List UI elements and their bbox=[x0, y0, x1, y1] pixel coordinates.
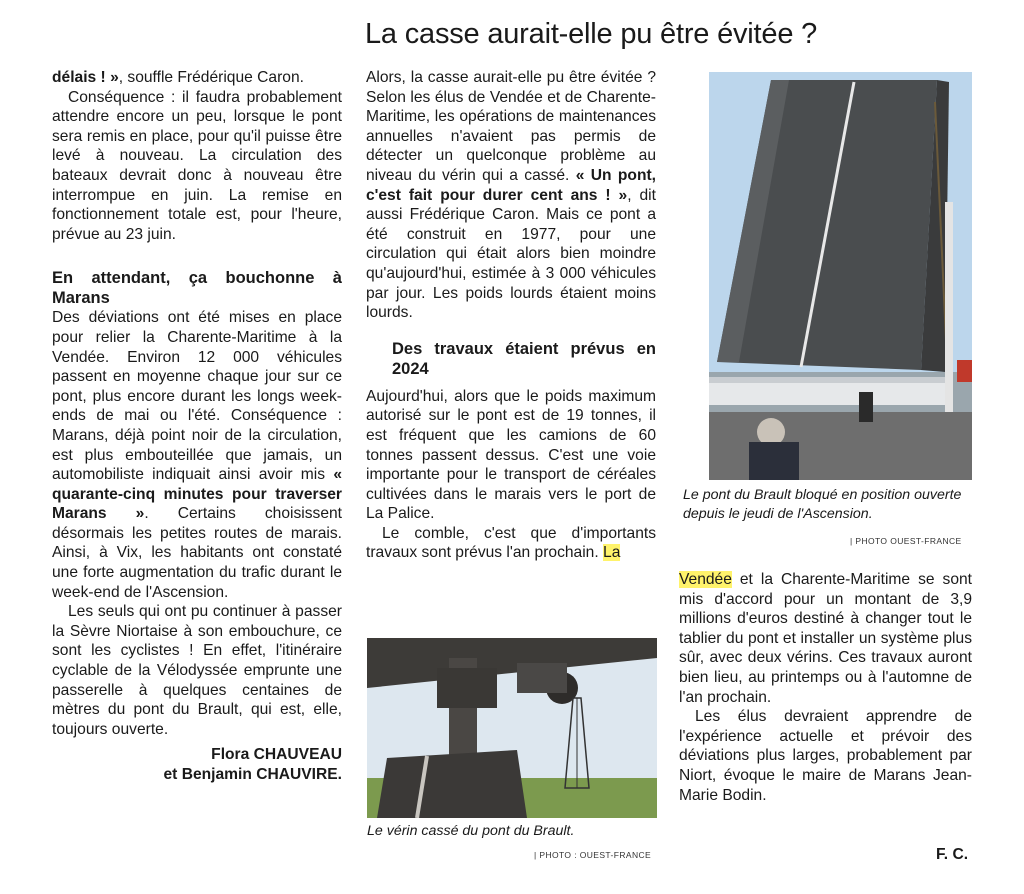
col1-p1-text: , souffle Frédérique Caron. bbox=[118, 69, 304, 86]
col3-p1-text: et la Charente-Maritime se sont mis d'accord pour un montant de 3,9 millions d'euros destiné à changer tout le tablier du pont et installer un système plus sûr, avec deux vérins. Ces travaux auront bien lieu, au printemps ou à l'automne de l'an prochain. bbox=[679, 571, 972, 706]
photo1-credit: | PHOTO OUEST-FRANCE bbox=[850, 536, 962, 546]
author-initials: F. C. bbox=[936, 846, 969, 863]
col1-paragraph-4: Les seuls qui ont pu continuer à passer la Sèvre Niortaise à son embouchure, ce sont les cyclistes ! En effet, l'itinéraire cyclable de la Vélodyssée emprunte une passerelle à quelques centaines de mètres du pont du Brault, qui est, elle, toujours ouverte. bbox=[52, 603, 342, 738]
col2-p3-text: Le comble, c'est que d'importants travaux sont prévus l'an prochain. bbox=[366, 524, 656, 562]
photo2-credit: | PHOTO : OUEST-FRANCE bbox=[534, 850, 652, 860]
col1-subheading: En attendant, ça bouchonne à Marans bbox=[52, 269, 342, 308]
article-headline: La casse aurait-elle pu être évitée ? bbox=[365, 18, 818, 50]
photo-broken-jack bbox=[367, 638, 657, 818]
jack-illustration bbox=[367, 638, 657, 818]
photo-open-bridge bbox=[709, 72, 972, 480]
col2-p1-text-b: , dit aussi Frédérique Caron. Mais ce pont a été construit en 1977, pour une circulation qui était alors bien moindre qu'aujourd'hui, estimée à 3 000 véhicules par jour. Les poids lourds étaient moins lourds. bbox=[366, 186, 656, 322]
col1-quote: délais ! » bbox=[52, 69, 119, 86]
col1-p3-text-a: Des déviations ont été mises en place pour relier la Charente-Maritime à la Vendée. Environ 12 000 véhicules passent en moyenne chaque jour sur ce pont, plus encore durant les longs week-ends de mai ou l'été. Conséquence : Marans, déjà point noir de la circulation, est plus embouteillée que jamais, un automobiliste indiquait ainsi avoir mis bbox=[52, 309, 342, 484]
column-2 bbox=[366, 68, 656, 563]
highlight-vendee: Vendée bbox=[679, 571, 732, 588]
bridge-illustration bbox=[709, 72, 972, 480]
author-1: Flora CHAUVEAU bbox=[211, 746, 342, 764]
highlight-la: La bbox=[603, 544, 621, 562]
col1-paragraph-1 bbox=[52, 68, 342, 88]
col2-paragraph-2: Aujourd'hui, alors que le poids maximum autorisé sur le pont est de 19 tonnes, il est fréquent que les camions de 60 tonnes passent dessus. C'est une voie importante pour le transport de céréales cultivées dans le marais vers le port de La Palice. bbox=[366, 387, 656, 523]
col1-p3-quote: « quarante-cinq minutes pour traverser Marans » bbox=[52, 466, 342, 523]
author-byline bbox=[52, 745, 342, 784]
col2-subheading: Des travaux étaient prévus en 2024 bbox=[392, 339, 656, 378]
col1-paragraph-3 bbox=[52, 308, 342, 602]
photo1-caption: Le pont du Brault bloqué en position ouverte depuis le jeudi de l'Ascension. bbox=[683, 487, 962, 522]
author-2: et Benjamin CHAUVIRE. bbox=[163, 766, 342, 783]
column-3 bbox=[679, 570, 972, 805]
column-1 bbox=[52, 68, 342, 785]
col2-quote: « Un pont, c'est fait pour durer cent ans ! » bbox=[366, 166, 657, 204]
col1-paragraph-2: Conséquence : il faudra probablement attendre encore un peu, lorsque le pont sera remis en place, pour qu'il puisse être levé à nouveau. La circulation des bateaux devrait donc à nouveau être interrompue en juin. La remise en fonctionnement totale est, pour l'heure, prévue au 23 juin. bbox=[52, 88, 342, 243]
col3-paragraph-1 bbox=[679, 570, 972, 707]
col2-paragraph-3 bbox=[366, 524, 656, 563]
col1-p3-text-b: . Certains choisissent désormais les petites routes de marais. Ainsi, à Vix, les habitants ont constaté une forte augmentation du trafic durant le week-end de l'Ascension. bbox=[52, 505, 343, 601]
col2-paragraph-1 bbox=[366, 68, 656, 323]
photo2-caption: Le vérin cassé du pont du Brault. bbox=[367, 823, 575, 839]
col3-paragraph-2: Les élus devraient apprendre de l'expérience actuelle et prévoir des déviations plus larges, probablement par Niort, évoque le maire de Marans Jean-Marie Bodin. bbox=[679, 708, 972, 804]
col2-p1-text-a: Alors, la casse aurait-elle pu être évitée ? Selon les élus de Vendée et de Charente-Maritime, les opérations de maintenances annuelles n'avaient pas permis de détecter un quelconque problème au niveau du vérin qui a cassé. bbox=[366, 69, 656, 184]
